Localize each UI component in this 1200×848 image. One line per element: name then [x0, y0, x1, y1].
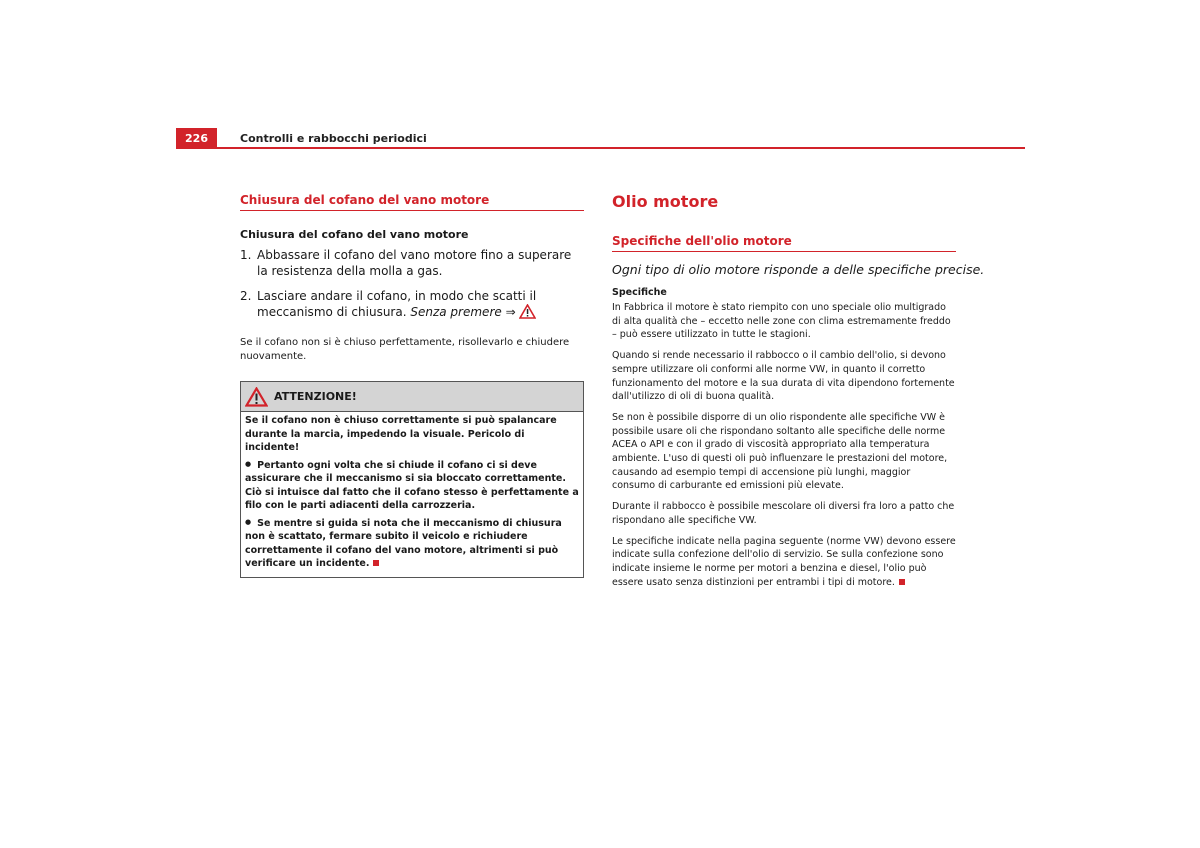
- right-column: [612, 192, 985, 596]
- step-number: 2.: [240, 289, 252, 303]
- subheading-specs: Specifiche: [612, 287, 667, 298]
- paragraph: Durante il rabbocco è possibile mescolare oli diversi fra loro a patto che rispondano alle specifiche VW.: [612, 501, 955, 526]
- end-marker: [899, 579, 905, 585]
- warning-icon: [245, 387, 268, 407]
- warning-bullet: ● Se mentre si guida si nota che il meccanismo di chiusura non è scattato, fermare subito il veicolo e richiudere correttamente il cofano del vano motore, altrimenti si può verificare un incidente.: [245, 516, 579, 571]
- arrow-ref: ⇒: [505, 305, 516, 319]
- main-title-oil: Olio motore: [612, 192, 719, 211]
- note-text: Se il cofano non si è chiuso perfettamente, risollevarlo e chiudere nuovamente.: [240, 337, 570, 362]
- chapter-title: Controlli e rabbocchi periodici: [240, 132, 427, 145]
- warning-triangle-icon: [519, 304, 536, 319]
- left-column: [240, 193, 584, 578]
- section-title-hood: Chiusura del cofano del vano motore: [240, 193, 584, 211]
- header-rule: [217, 147, 1025, 149]
- step-list: [240, 247, 584, 320]
- step-item: [240, 247, 584, 279]
- paragraph: In Fabbrica il motore è stato riempito con uno speciale olio multigrado di alta qualità che – eccetto nelle zone con clima estremamente freddo – può essere utilizzato in tutte le stagioni.: [612, 302, 951, 341]
- lead-text: Ogni tipo di olio motore risponde a delle specifiche precise.: [612, 262, 985, 277]
- subheading-hood: Chiusura del cofano del vano motore: [240, 228, 469, 241]
- warning-body: [241, 412, 583, 577]
- paragraph: Quando si rende necessario il rabbocco o il cambio dell'olio, si devono sempre utilizzare oli conformi alle norme VW, in quanto il corretto funzionamento del motore e la sua durata di vita dipendono fortemente dall'utilizzo di oli di buona qualità.: [612, 350, 955, 403]
- paragraph: Se non è possibile disporre di un olio rispondente alle specifiche VW è possibile usare oli che rispondano soltanto alle specifiche delle norme ACEA o API e con il grado di viscosità appropriato alla temperatura ambiente. L'uso di questi oli può influenzare le prestazioni del motore, causando ad esempio tempi di accensione più lunghi, maggior consumo di carburante ed emissioni più elevate.: [612, 411, 948, 492]
- page-number: 226: [176, 128, 217, 149]
- step-text: Lasciare andare il cofano, in modo che scatti il meccanismo di chiusura.: [257, 289, 537, 319]
- warning-intro: Se il cofano non è chiuso correttamente si può spalancare durante la marcia, impedendo la visuale. Pericolo di incidente!: [245, 415, 557, 453]
- step-item: [240, 288, 584, 320]
- step-text: Abbassare il cofano del vano motore fino a superare la resistenza della molla a gas.: [257, 248, 572, 278]
- section-title-oil-specs: Specifiche dell'olio motore: [612, 234, 956, 252]
- warning-box: [240, 381, 584, 578]
- warning-label: ATTENZIONE!: [274, 390, 357, 403]
- step-italic: Senza premere: [410, 305, 502, 319]
- warning-bullet: ● Pertanto ogni volta che si chiude il cofano ci si deve assicurare che il meccanismo si sia bloccato correttamente. Ciò si intuisce dal fatto che il cofano stesso è perfettamente a filo con le parti adiacenti della carrozzeria.: [245, 458, 579, 513]
- page-header: [176, 128, 1025, 149]
- step-number: 1.: [240, 248, 252, 262]
- warning-header: [241, 382, 583, 412]
- paragraph: Le specifiche indicate nella pagina seguente (norme VW) devono essere indicate sulla confezione dell'olio di servizio. Se sulla confezione sono indicate insieme le norme per motori a benzina e diesel, l'olio può essere usato senza distinzioni per entrambi i tipi di motore.: [612, 535, 956, 588]
- end-marker: [373, 560, 379, 566]
